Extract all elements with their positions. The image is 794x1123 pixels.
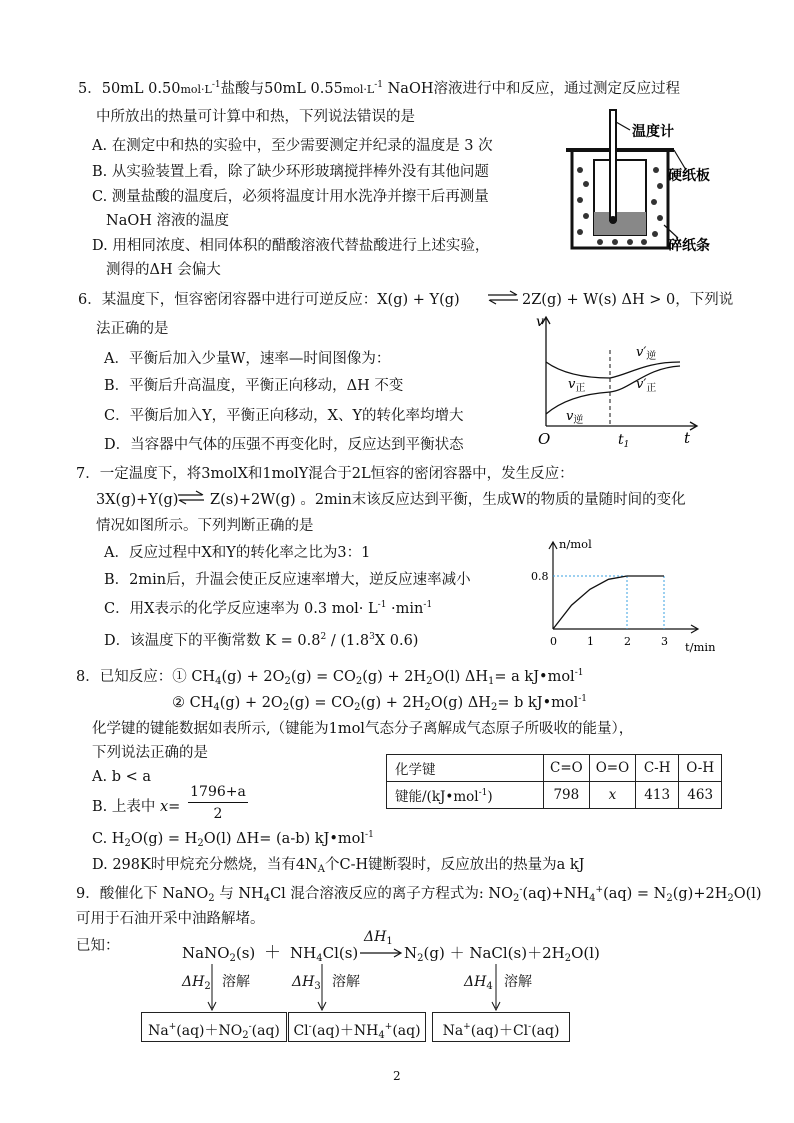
- table-cell: 463: [679, 782, 722, 809]
- solution: [594, 212, 646, 235]
- q8-option-b: B. 上表中 x=: [92, 799, 181, 815]
- q5-option-d: D. 用相同浓度、相同体积的醋酸溶液代替盐酸进行上述实验，: [92, 238, 490, 254]
- q8-fraction: [188, 785, 248, 821]
- diagram-dh2: $\Delta H_2$: [182, 974, 211, 992]
- equilibrium-arrow-q7: [176, 489, 206, 507]
- chart-y-tick-label: 0.8: [531, 570, 549, 583]
- reaction-arrow: [360, 948, 404, 958]
- diagram-dh1: $\Delta H_1$: [364, 929, 393, 947]
- diagram-dissolve-1: 溶解: [222, 974, 250, 990]
- chart-x-tick-label: 0: [550, 635, 557, 648]
- diagram-plus: ＋: [264, 943, 281, 963]
- label-vprime-reverse: $v'_逆$: [636, 345, 657, 362]
- thermometer: [610, 110, 616, 220]
- q8-option-c: C. $H_2O(g) = H_2O(l)$ ΔH= (a-b) kJ•mol$^{-1}$: [92, 830, 374, 849]
- table-header-cell: O=O: [589, 755, 635, 782]
- equilibrium-arrow-q6: [486, 289, 520, 307]
- q6-stem-line1-b: 2Z(g) + W(s) ΔH > 0，下列说: [522, 292, 734, 308]
- graph-y-label: v: [536, 314, 544, 330]
- table-row-label: 键能/(kJ•mol$^{-1}$): [387, 782, 544, 809]
- q5-option-d-cont: 测得的ΔH 会偏大: [106, 262, 221, 278]
- table-cell: 413: [636, 782, 679, 809]
- mole-time-chart: [525, 535, 715, 660]
- q7-stem-line3: 情况如图所示。下列判断正确的是: [96, 518, 314, 534]
- diagram-dh3: $\Delta H_3$: [292, 974, 321, 992]
- diagram-dissolve-3: 溶解: [504, 974, 532, 990]
- q7-option-a: A．反应过程中X和Y的转化率之比为3：1: [104, 545, 371, 561]
- q7-option-d: D．该温度下的平衡常数 $K = 0.8^2 / (1.8^3X$ 0.6): [104, 632, 419, 649]
- q5-stem-line1: 5．50mL $0.50mol\cdot L^{-1}$盐酸与50mL $0.55mol\cdot L^{-1}$ NaOH溶液进行中和反应，通过测定反应过程: [78, 80, 680, 97]
- label-board: 硬纸板: [668, 168, 710, 184]
- label-paper: 碎纸条: [668, 238, 710, 254]
- q6-option-d: D．当容器中气体的压强不再变化时，反应达到平衡状态: [104, 437, 464, 453]
- q7-option-b: B．2min后，升温会使正反应速率增大，逆反应速率减小: [104, 572, 471, 588]
- curve-reverse-rate: [546, 392, 610, 414]
- q5-option-b: B. 从实验装置上看，除了缺少环形玻璃搅拌棒外没有其他问题: [92, 164, 489, 180]
- q8-line4: 下列说法正确的是: [92, 745, 208, 761]
- table-cell: 798: [544, 782, 590, 809]
- chart-x-tick-label: 3: [661, 635, 668, 648]
- q6-stem-line1: 6．某温度下，恒容密闭容器中进行可逆反应：X(g) + Y(g): [78, 292, 460, 308]
- chart-x-label: t/min: [685, 640, 715, 654]
- q8-eq1: 8．已知反应：① $CH_4(g) + 2O_2(g) = CO_2(g) + 2H_2O(l)$ $\Delta H_1= a$ kJ•mol$^{-1}$: [76, 668, 584, 687]
- q8-option-d: D. 298K时甲烷充分燃烧，当有$4N_A$个C-H键断裂时，反应放出的热量为a kJ: [92, 857, 585, 875]
- chart-series-line: [553, 576, 664, 629]
- q9-known: 已知：: [76, 938, 120, 954]
- label-v-forward: $v_正$: [568, 377, 586, 394]
- table-header-cell: 化学键: [387, 755, 544, 782]
- diagram-nano2: NaNO$_2$(s): [182, 944, 256, 964]
- q7-eq-left: 3X(g)+Y(g): [96, 492, 179, 508]
- table-header-row: [387, 755, 722, 782]
- q5-option-a: A. 在测定中和热的实验中，至少需要测定并纪录的温度是 3 次: [92, 138, 493, 154]
- chart-x-tick-label: 1: [587, 635, 594, 648]
- table-header-cell: C=O: [544, 755, 590, 782]
- table-header-cell: O-H: [679, 755, 722, 782]
- box-nacl-ions: Na+(aq)＋Cl-(aq): [432, 1012, 570, 1042]
- graph-x-label: t: [684, 429, 691, 447]
- diagram-dh4: $\Delta H_4$: [464, 974, 493, 992]
- table-header-cell: C-H: [636, 755, 679, 782]
- pointer-board: [674, 150, 686, 170]
- q5-option-c: C. 测量盐酸的温度后，必须将温度计用水洗净并擦干后再测量: [92, 189, 489, 205]
- pointer-paper: [664, 225, 678, 238]
- table-row: [387, 782, 722, 809]
- page-number: 2: [393, 1069, 401, 1083]
- q6-stem-line2: 法正确的是: [96, 321, 169, 337]
- q6-option-c: C．平衡后加入Y，平衡正向移动，X、Y的转化率均增大: [104, 408, 464, 424]
- q5-option-c-cont: NaOH 溶液的温度: [106, 213, 229, 229]
- q5-stem-line2: 中所放出的热量可计算中和热，下列说法错误的是: [96, 109, 415, 125]
- calorimeter-figure: [560, 100, 740, 260]
- diagram-nh4cl: $NH_4Cl(s)$: [290, 944, 359, 964]
- q7-eq-right: Z(s)+2W(g) 。2min末该反应达到平衡，生成W的物质的量随时间的变化: [210, 492, 686, 508]
- chart-y-label: n/mol: [559, 537, 592, 551]
- rate-time-graph: [530, 310, 710, 452]
- q7-stem-line1: 7．一定温度下，将3molX和1molY混合于2L恒容的密闭容器中，发生反应：: [76, 466, 574, 482]
- dissolution-arrows: [200, 962, 520, 1014]
- q8-eq2: ② $CH_4(g) + 2O_2(g) = CO_2(g) + 2H_2O(g)$ $\Delta H_2= b$ kJ•mol$^{-1}$: [172, 694, 588, 713]
- graph-t1-label: $t_1$: [618, 432, 630, 450]
- label-v-reverse: $v_逆$: [566, 409, 584, 426]
- diagram-dissolve-2: 溶解: [332, 974, 360, 990]
- label-vprime-forward: $v'_正$: [636, 377, 657, 394]
- thermometer-bulb: [609, 216, 617, 224]
- q8-fraction-numerator: 1796+a: [190, 784, 246, 800]
- q8-line3: 化学键的键能数据如表所示,（键能为1mol气态分子离解成气态原子所吸收的能量），: [92, 721, 634, 737]
- bond-energy-table: [386, 754, 722, 809]
- graph-origin: O: [538, 430, 551, 448]
- q8-option-a: A. b < a: [92, 769, 151, 785]
- q9-line2: 可用于石油开采中油路解堵。: [76, 911, 265, 927]
- q9-line1: 9．酸催化下 NaNO$_2$ 与 $NH_4Cl$ 混合溶液反应的离子方程式为: $NO_2^-(aq)+NH_4^+(aq) = N_2(g)+2H_2O(l)$: [76, 885, 762, 904]
- label-thermometer: 温度计: [632, 124, 674, 140]
- curve-forward-rate: [546, 362, 610, 378]
- box-nh4cl-ions: $Cl^-(aq)+NH_4^+(aq)$: [288, 1012, 426, 1042]
- table-cell: x: [589, 782, 635, 809]
- q6-option-b: B．平衡后升高温度，平衡正向移动，ΔH 不变: [104, 378, 404, 394]
- box-nano2-ions: $Na^+(aq)+NO_2^-(aq)$: [141, 1012, 287, 1042]
- pointer-thermometer: [616, 122, 630, 130]
- q6-option-a: A．平衡后加入少量W，速率—时间图像为：: [104, 351, 391, 367]
- q7-option-c: C．用X表示的化学反应速率为 0.3 $mol\cdot L^{-1} \cdot\min^{-1}$: [104, 600, 433, 617]
- chart-x-tick-label: 2: [624, 635, 631, 648]
- diagram-products: $N_2(g)$ ＋ $NaCl(s)+2H_2O(l)$: [404, 944, 600, 964]
- q8-fraction-denominator: 2: [213, 806, 223, 822]
